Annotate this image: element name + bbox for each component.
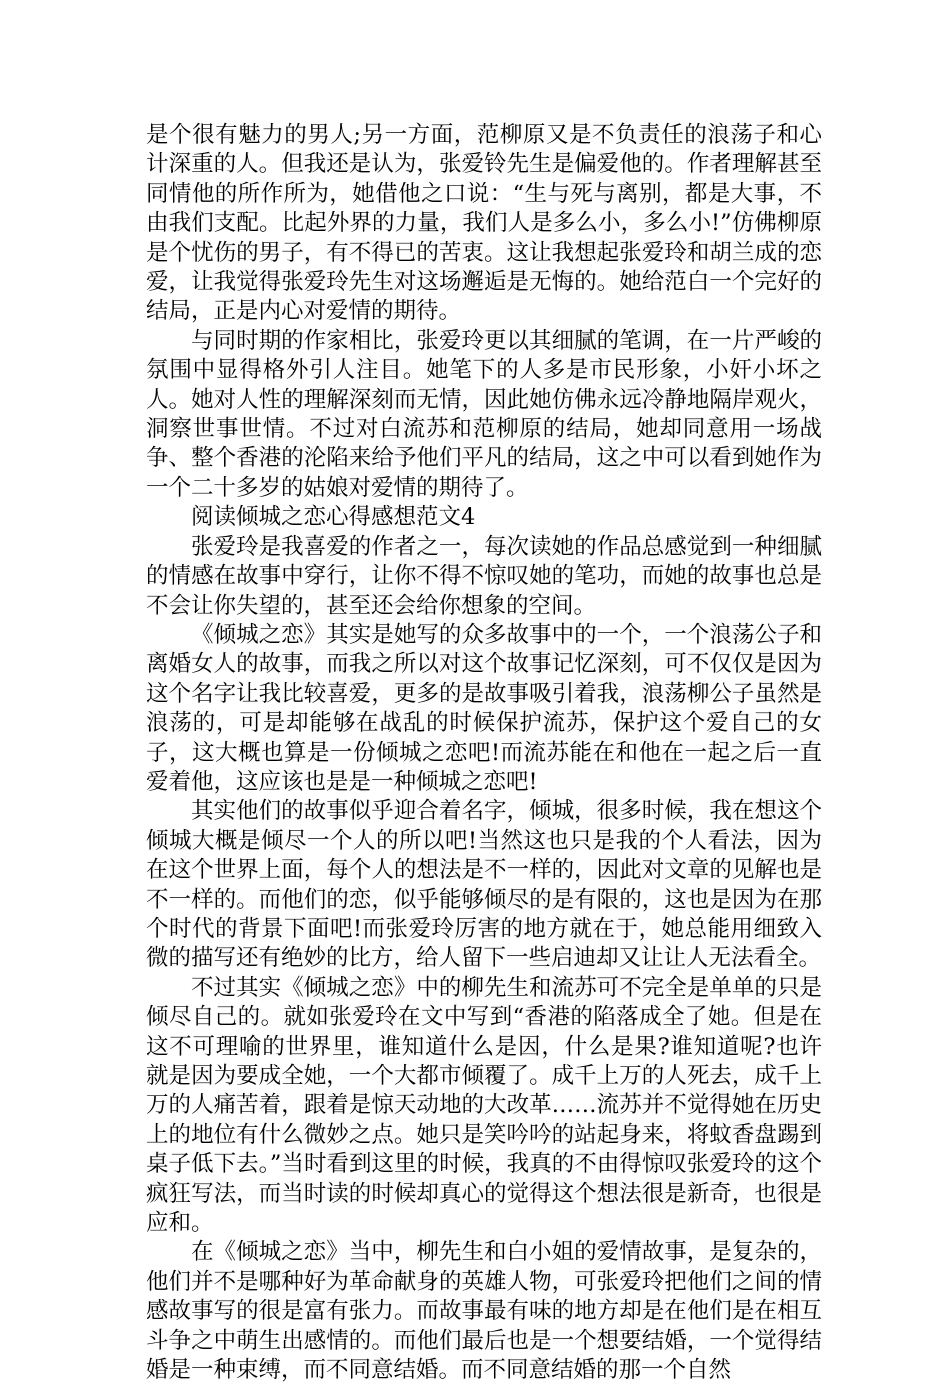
section-heading: 阅读倾城之恋心得感想范文4: [191, 504, 476, 531]
paragraph: 在《倾城之恋》当中，柳先生和白小姐的爱情故事，是复杂的，他们并不是哪种好为革命献身的英雄人物，可张爱玲把他们之间的情感故事写的很是富有张力。而故事最有味的地方却是在他们是在相互斗争之中萌生出感情的。而他们最后也是一个想要结婚，一个觉得结婚是一种束缚，而不同意结婚。而不同意结婚的那一个自然: [146, 1239, 822, 1384]
paragraph: 不过其实《倾城之恋》中的柳先生和流苏可不完全是单单的只是倾尽自己的。就如张爱玲在文中写到“香港的陷落成全了她。但是在这不可理喻的世界里，谁知道什么是因，什么是果?谁知道呢?也许就是因为要成全她，一个大都市倾覆了。成千上万的人死去，成千上万的人痛苦着，跟着是惊天动地的大改革……流苏并不觉得她在历史上的地位有什么微妙之点。她只是笑吟吟的站起身来，将蚊香盘踢到桌子低下去。”当时看到这里的时候，我真的不由得惊叹张爱玲的这个疯狂写法，而当时读的时候却真心的觉得这个想法很是新奇，也很是应和。: [146, 974, 822, 1237]
paragraph: 张爱玲是我喜爱的作者之一，每次读她的作品总感觉到一种细腻的情感在故事中穿行，让你不得不惊叹她的笔功，而她的故事也总是不会让你失望的，甚至还会给你想象的空间。: [146, 533, 822, 619]
paragraph-continued: 是个很有魅力的男人;另一方面，范柳原又是不负责任的浪荡子和心计深重的人。但我还是认为，张爱铃先生是偏爱他的。作者理解甚至同情他的所作所为，她借他之口说：“生与死与离别，都是大事，不由我们支配。比起外界的力量，我们人是多么小，多么小!”仿佛柳原是个忧伤的男子，有不得已的苦衷。这让我想起张爱玲和胡兰成的恋爱，让我觉得张爱玲先生对这场邂逅是无悔的。她给范白一个完好的结局，正是内心对爱情的期待。: [146, 122, 822, 325]
paragraph: 《倾城之恋》其实是她写的众多故事中的一个，一个浪荡公子和离婚女人的故事，而我之所以对这个故事记忆深刻，可不仅仅是因为这个名字让我比较喜爱，更多的是故事吸引着我，浪荡柳公子虽然是浪荡的，可是却能够在战乱的时候保护流苏，保护这个爱自己的女子，这大概也算是一份倾城之恋吧!而流苏能在和他在一起之后一直爱着他，这应该也是是一种倾城之恋吧!: [146, 621, 822, 795]
document-page: [146, 121, 822, 1385]
paragraph: 与同时期的作家相比，张爱玲更以其细腻的笔调，在一片严峻的氛围中显得格外引人注目。她笔下的人多是市民形象，小奸小坏之人。她对人性的理解深刻而无情，因此她仿佛永远冷静地隔岸观火，洞察世事世情。不过对白流苏和范柳原的结局，她却同意用一场战争、整个香港的沦陷来给予他们平凡的结局，这之中可以看到她作为一个二十多岁的姑娘对爱情的期待了。: [146, 327, 822, 501]
paragraph: 其实他们的故事似乎迎合着名字，倾城，很多时候，我在想这个倾城大概是倾尽一个人的所以吧!当然这也只是我的个人看法，因为在这个世界上面，每个人的想法是不一样的，因此对文章的见解也是不一样的。而他们的恋，似乎能够倾尽的是有限的，这也是因为在那个时代的背景下面吧!而张爱玲厉害的地方就在于，她总能用细致入微的描写还有绝妙的比方，给人留下一些启迪却又让让人无法看全。: [146, 798, 822, 972]
